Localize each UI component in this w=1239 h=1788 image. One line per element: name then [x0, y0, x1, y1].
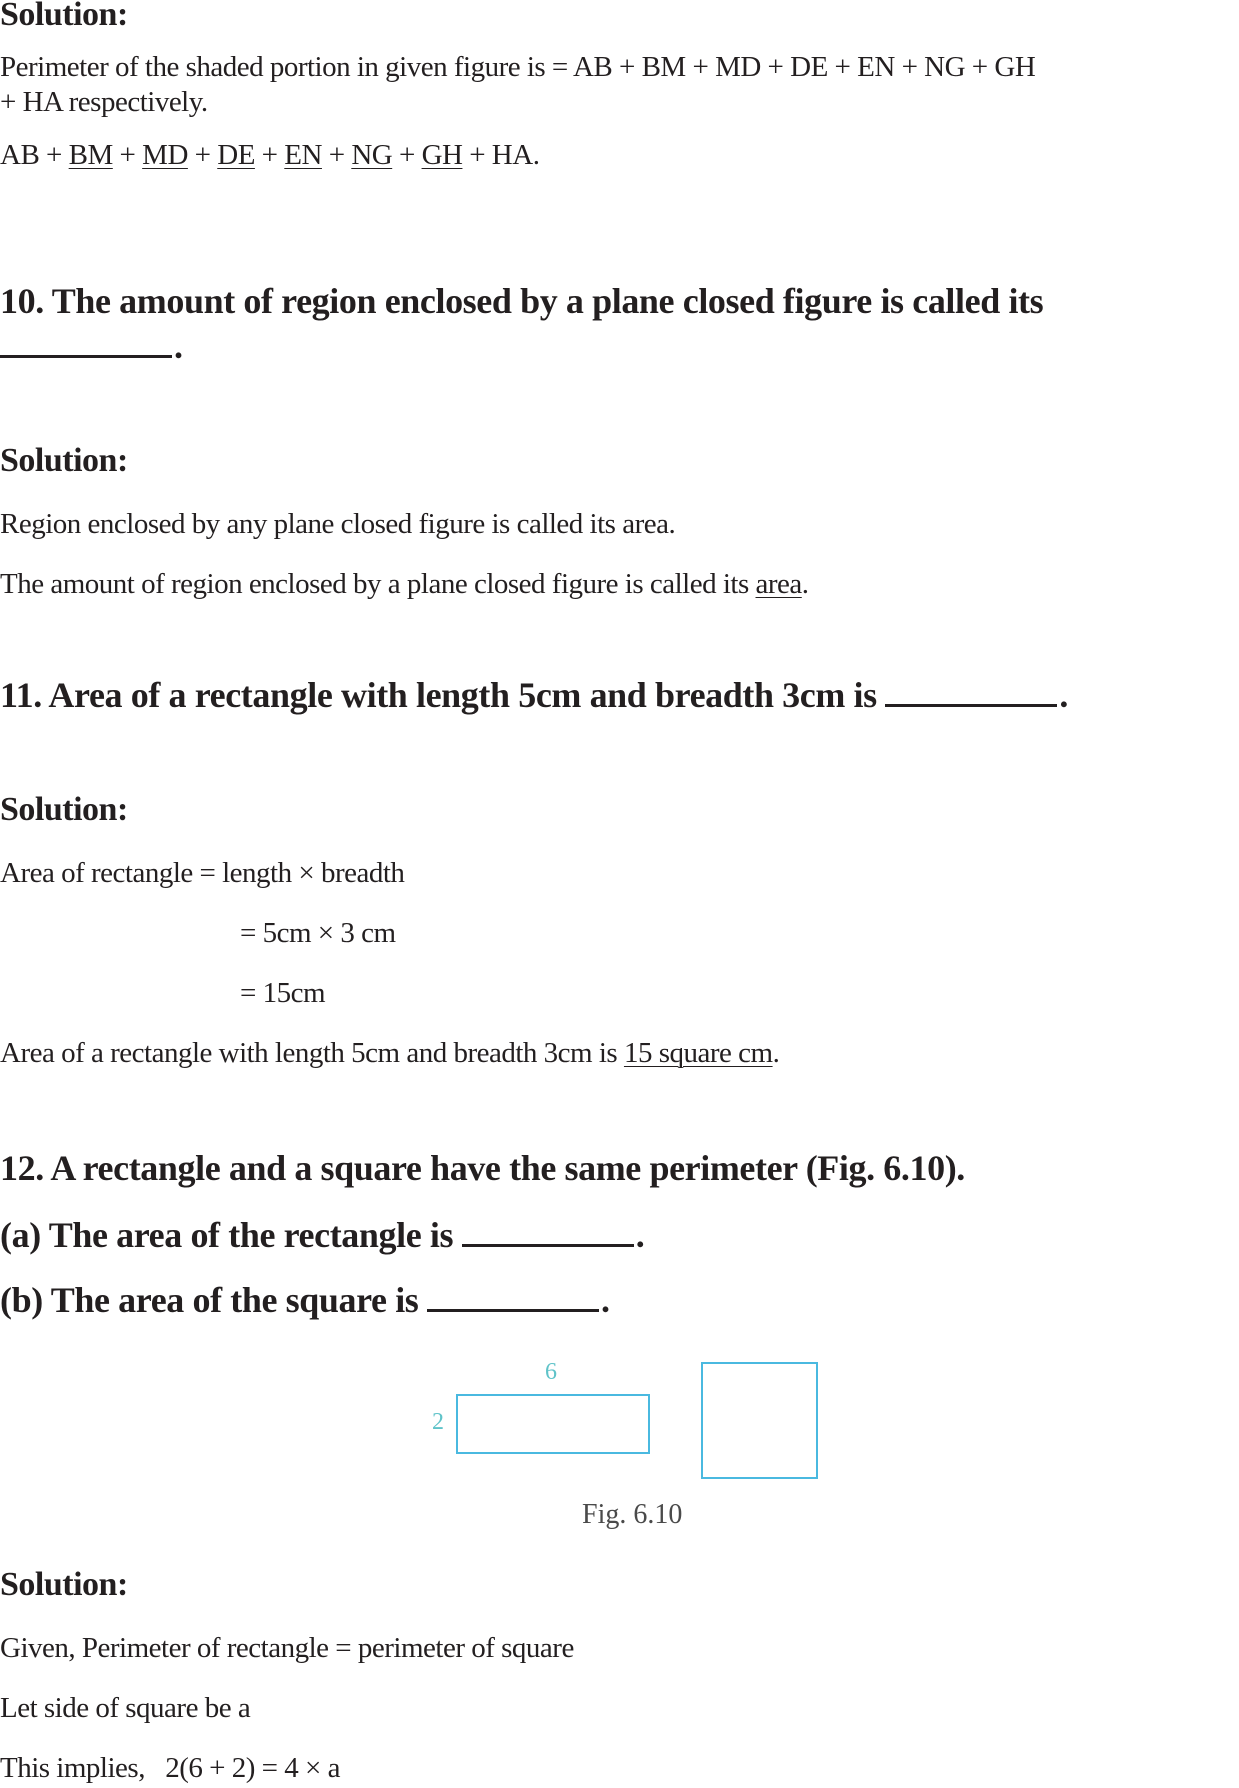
blank-suffix: .: [174, 326, 183, 366]
q12-part-a: [0, 1215, 644, 1255]
answer-term-underlined: GH: [421, 139, 463, 171]
answer-term: + HA.: [462, 139, 540, 171]
answer-term: +: [187, 139, 218, 171]
q9-solution-heading: Solution:: [0, 0, 128, 33]
answer-term: +: [254, 139, 285, 171]
answer-term: AB: [0, 139, 40, 171]
q11-step3: = 15cm: [240, 977, 326, 1009]
answer-term-underlined: BM: [68, 139, 113, 171]
blank-line: [885, 704, 1057, 707]
answer-term-underlined: DE: [217, 139, 255, 171]
answer-term-underlined: MD: [142, 139, 188, 171]
q12-question: 12. A rectangle and a square have the same perimeter (Fig. 6.10).: [0, 1148, 965, 1188]
answer-underlined: 15 square cm: [623, 1037, 773, 1069]
blank-line: [427, 1309, 599, 1312]
q9-solution-answer: [0, 138, 539, 172]
q11-step2: = 5cm × 3 cm: [240, 917, 396, 949]
answer-term: +: [39, 139, 69, 171]
q12-part-b: [0, 1280, 610, 1320]
answer-term: +: [392, 139, 422, 171]
rect-length-label: 6: [545, 1359, 557, 1385]
q11-solution-heading: Solution:: [0, 791, 128, 828]
q10-question: 10. The amount of region enclosed by a plane closed figure is called its: [0, 281, 1044, 321]
q12-solution-line3: This implies, 2(6 + 2) = 4 × a: [0, 1752, 340, 1784]
rect-breadth-label: 2: [432, 1409, 444, 1435]
rectangle-shape: [456, 1394, 650, 1454]
answer-underlined: area: [755, 568, 802, 600]
answer-term: +: [112, 139, 143, 171]
q12-solution-line1: Given, Perimeter of rectangle = perimeter of square: [0, 1632, 574, 1664]
text: .: [801, 568, 809, 600]
q9-solution-line2: + HA respectively.: [0, 86, 208, 118]
blank-line: [462, 1244, 634, 1247]
square-shape: [701, 1362, 818, 1479]
q11-step1: Area of rectangle = length × breadth: [0, 857, 405, 889]
figure-caption: Fig. 6.10: [582, 1499, 683, 1530]
q10-solution-line2: [0, 567, 809, 601]
answer-term-underlined: NG: [351, 139, 393, 171]
q9-solution-line1: Perimeter of the shaded portion in given figure is = AB + BM + MD + DE + EN + NG + GH: [0, 51, 1036, 83]
blank-suffix: .: [635, 1215, 645, 1255]
question-text: 11. Area of a rectangle with length 5cm and breadth 3cm is: [0, 675, 886, 715]
answer-term: +: [321, 139, 352, 171]
question-text: (b) The area of the square is: [0, 1280, 428, 1320]
text: .: [772, 1037, 780, 1069]
q11-conclusion: [0, 1036, 779, 1070]
text: The amount of region enclosed by a plane closed figure is called its: [0, 568, 756, 600]
blank-line: [0, 355, 172, 358]
question-text: (a) The area of the rectangle is: [0, 1215, 462, 1255]
q10-answer-blank: [0, 326, 183, 366]
blank-suffix: .: [601, 1280, 610, 1320]
q10-solution-line1: Region enclosed by any plane closed figure is called its area.: [0, 508, 676, 540]
answer-term-underlined: EN: [284, 139, 322, 171]
text: Area of a rectangle with length 5cm and breadth 3cm is: [0, 1037, 624, 1069]
q11-question: [0, 675, 1068, 715]
blank-suffix: .: [1059, 675, 1068, 715]
q10-solution-heading: Solution:: [0, 442, 128, 479]
q12-solution-line2: Let side of square be a: [0, 1692, 251, 1724]
q12-solution-heading: Solution:: [0, 1566, 128, 1603]
